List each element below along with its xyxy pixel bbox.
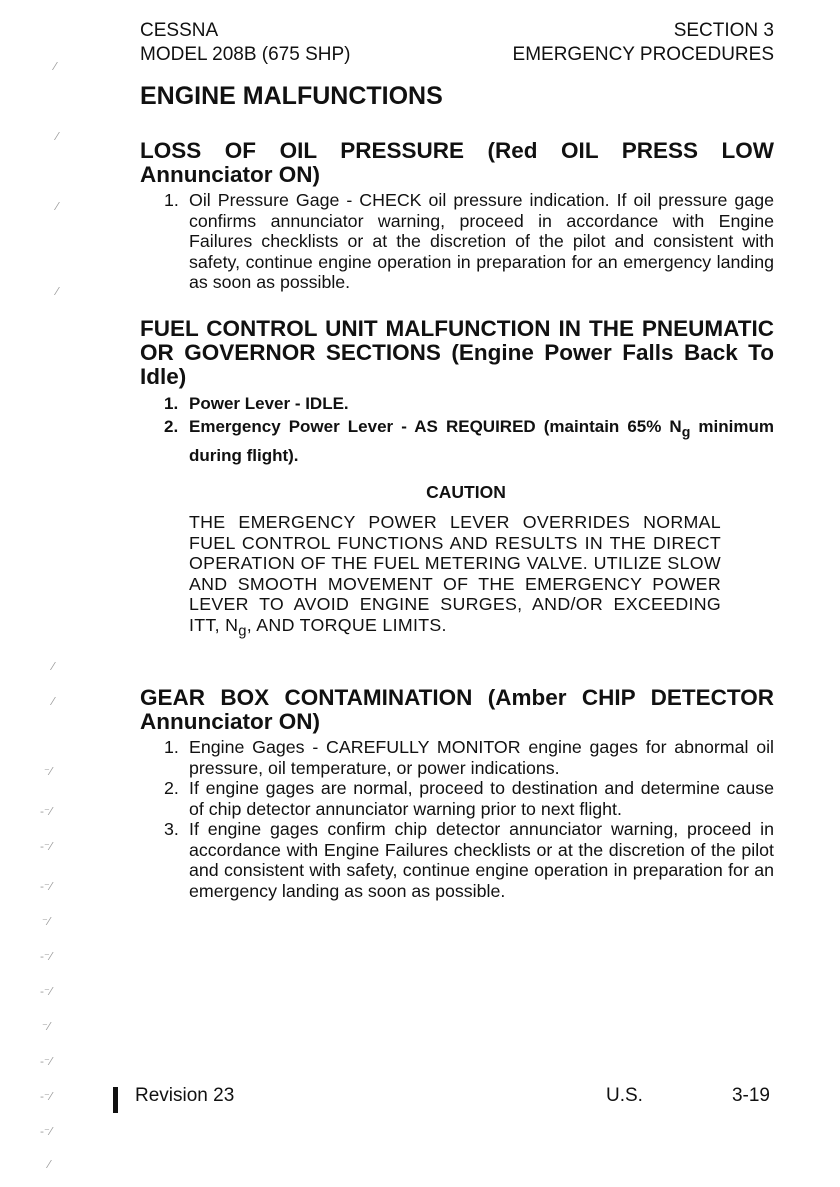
list-item [140,778,774,819]
footer-revision: Revision 23 [135,1085,235,1106]
page-title: ENGINE MALFUNCTIONS [140,82,443,110]
header-model: MODEL 208B (675 SHP) [140,44,351,65]
step-text: If engine gages are normal, proceed to destination and determine cause of chip detector annunciator warning prior to next flight. [189,778,774,819]
binding-mark: ‐⁻⁄ [40,1055,52,1068]
binding-mark: ‐⁻⁄ [40,1125,52,1138]
caution-heading: CAUTION [426,482,506,502]
binding-marks [30,40,70,1170]
binding-mark: ‐⁻⁄ [40,950,52,963]
list-item [140,392,774,415]
fuel-control-section [140,317,774,467]
step-text: If engine gages confirm chip detector annunciator warning, proceed in accordance with Engine Failures checklists or at the discretion of the pilot and consistent with safety, continue engine operation in preparation for an emergency landing as soon as possible. [189,819,774,901]
step-number: 3. [164,819,179,839]
step-text: Emergency Power Lever - AS REQUIRED (maintain 65% N [189,417,682,436]
binding-mark: ⁄ [56,285,58,298]
step-number: 2. [164,417,179,436]
section-title-fuel-control: FUEL CONTROL UNIT MALFUNCTION IN THE PNEUMATIC OR GOVERNOR SECTIONS (Engine Power Falls Back To Idle) [140,316,774,389]
caution-text-end: , AND TORQUE LIMITS. [246,614,447,635]
footer-region: U.S. [606,1085,643,1106]
header-section-title: EMERGENCY PROCEDURES [512,44,774,65]
step-number: 1. [164,394,179,413]
binding-mark: ‐⁻⁄ [40,1090,52,1103]
binding-mark: ⁄ [56,200,58,213]
binding-mark: ‐⁻⁄ [40,985,52,998]
caution-text-main: THE EMERGENCY POWER LEVER OVERRIDES NORMAL FUEL CONTROL FUNCTIONS AND RESULTS IN THE DIRECT OPERATION OF THE FUEL METERING VALVE. UTILIZE SLOW AND SMOOTH MOVEMENT OF THE EMERGENCY POWER LEVER TO AVOID ENGINE SURGES, AND/OR EXCEEDING ITT, N [189,512,721,635]
step-number: 2. [164,778,179,798]
subscript-g: g [681,424,691,441]
step-number: 1. [164,737,179,757]
list-item [140,190,774,293]
binding-mark: ⁄ [48,1158,50,1171]
section-title-gearbox: GEAR BOX CONTAMINATION (Amber CHIP DETECTOR Annunciator ON) [140,685,774,734]
binding-mark: ⁄ [52,660,54,673]
step-number: 1. [164,190,179,210]
header-manufacturer: CESSNA [140,20,219,41]
step-text: Power Lever - IDLE. [189,394,349,413]
list-item [140,415,774,467]
section-title-oil-pressure: LOSS OF OIL PRESSURE (Red OIL PRESS LOW Annunciator ON) [140,138,774,187]
header-left [140,19,351,67]
binding-mark: ⁄ [54,60,56,73]
header-right [513,19,774,67]
gearbox-section [140,686,774,901]
oil-pressure-steps [140,190,774,293]
list-item [140,737,774,778]
binding-mark: ‐⁻⁄ [40,840,52,853]
binding-mark: ⁻⁄ [44,765,52,778]
binding-mark: ‐⁻⁄ [40,880,52,893]
binding-mark: ⁄ [52,695,54,708]
revision-bar [113,1087,118,1113]
subscript-g: g [238,623,247,640]
gearbox-steps [140,737,774,901]
list-item [140,819,774,901]
header-section: SECTION 3 [673,20,774,41]
binding-mark: ⁻⁄ [42,915,50,928]
oil-pressure-section [140,139,774,293]
footer-page-number: 3-19 [731,1085,770,1106]
fuel-control-steps [140,392,774,467]
caution-text [189,512,721,642]
step-text-cont: minimum during flight). [189,417,774,466]
binding-mark: ⁻⁄ [42,1020,50,1033]
step-text: Engine Gages - CAREFULLY MONITOR engine gages for abnormal oil pressure, oil temperature, or power indications. [189,737,774,778]
binding-mark: ‐⁻⁄ [40,805,52,818]
binding-mark: ⁄ [56,130,58,143]
step-text: Oil Pressure Gage - CHECK oil pressure indication. If oil pressure gage confirms annunciator warning, proceed in accordance with Engine Failures checklists or at the discretion of the pilot and consistent with safety, continue engine operation in preparation for an emergency landing as soon as possible. [189,190,774,292]
